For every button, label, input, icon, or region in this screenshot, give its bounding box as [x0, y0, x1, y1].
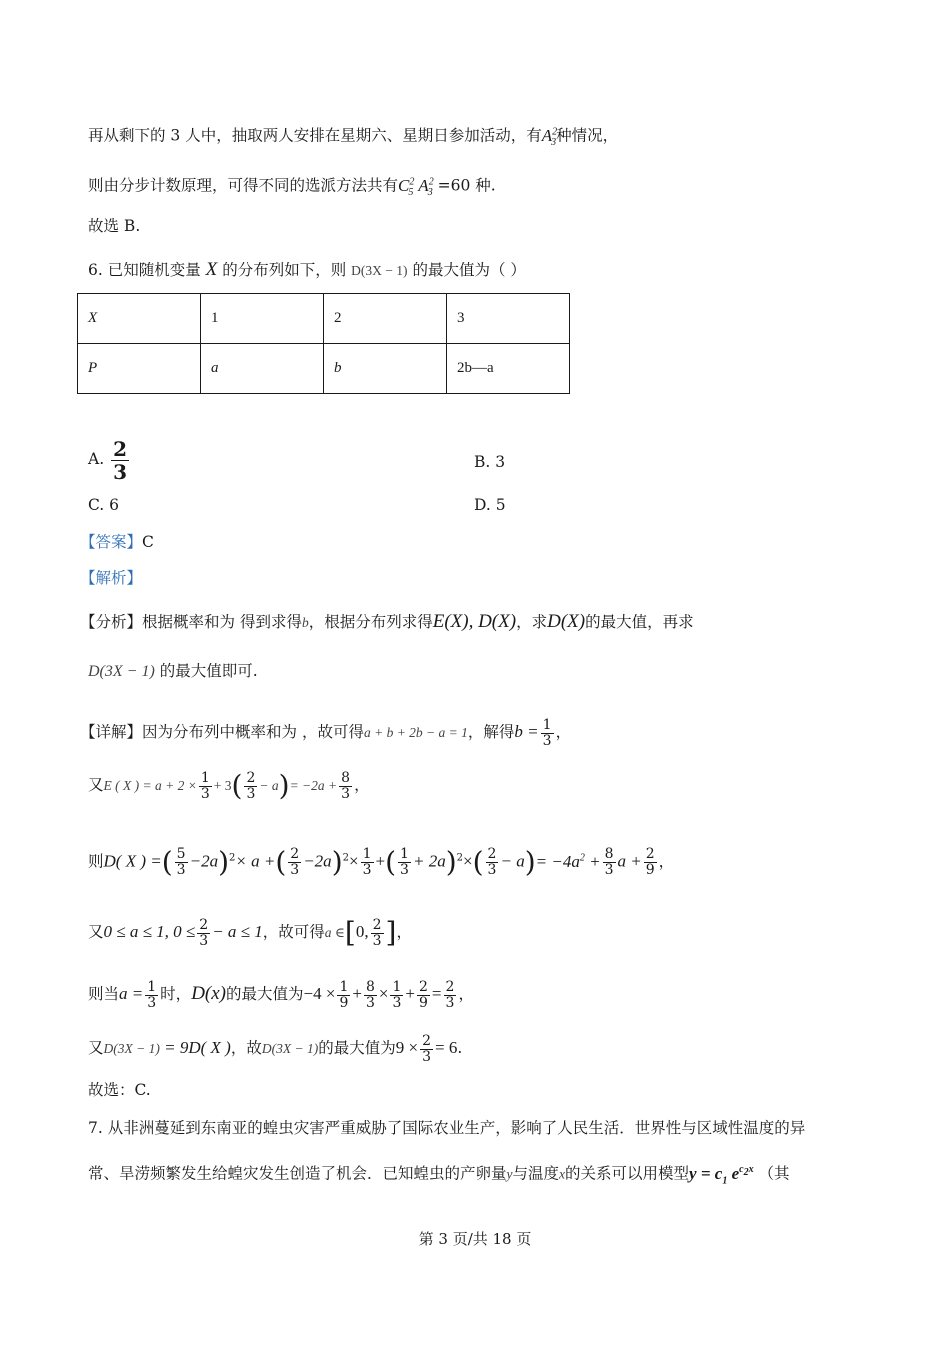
frac: $\frac{8}{3}$	[604, 846, 614, 879]
detail-text-4: 则	[88, 852, 104, 871]
text-line-1	[88, 120, 618, 155]
frac: $\frac{8}{3}$	[341, 769, 351, 802]
frac: $\frac{2}{3}$	[372, 916, 382, 949]
option-a-fraction: $\frac{2}{3}$	[113, 436, 127, 484]
var-b: b	[301, 615, 309, 630]
eq-range: 0 ≤ a ≤ 1, 0 ≤	[103, 922, 196, 941]
frac: $\frac{2}{3}$	[290, 846, 300, 879]
page-footer: 第 3 页/共 18 页	[418, 1230, 532, 1248]
table-cell: 3	[447, 294, 570, 344]
analysis-text-2: ，根据分布列求得	[308, 613, 433, 631]
expr-d3x1-analysis: D(3X − 1)	[88, 663, 155, 680]
question-7-line-2	[88, 1158, 790, 1193]
var-x-temp: x	[559, 1166, 566, 1182]
analysis-text-3: ，求	[516, 613, 548, 631]
question-7-line-1: 7. 从非洲蔓延到东南亚的蝗虫灾害严重威胁了国际农业生产，影响了人民生活．世界性与区域性温度的异	[88, 1119, 806, 1137]
detail-text-6: ，故可得	[262, 923, 325, 941]
eq-b-solution: b =	[514, 722, 539, 741]
option-a	[88, 436, 131, 483]
line-2-text: 则由分步计数原理，可得不同的选派方法共有	[88, 176, 399, 195]
expr-d3x1-final-2: D(3X − 1)	[261, 1041, 319, 1056]
detail-line-range: 又0 ≤ a ≤ 1, 0 ≤ $\frac{2}{3}$ − a ≤ 1，故可得a ∈[0, $\frac{2}{3}$ ]，	[88, 916, 412, 949]
detail-line-final: 又D(3X − 1) = 9D( X )，故D(3X − 1)的最大值为9 × $\frac{2}{3}$ = 6.	[88, 1032, 463, 1065]
detail-text-3: 又	[88, 776, 104, 794]
q7-text-d: （其	[758, 1164, 790, 1183]
frac: $\frac{1}{9}$	[339, 978, 349, 1011]
analysis-text-5: 的最大值即可.	[159, 662, 258, 680]
frac: $\frac{2}{3}$	[422, 1032, 431, 1065]
text-line-3: 故选 B.	[88, 217, 141, 235]
frac: $\frac{1}{3}$	[400, 846, 409, 879]
expr-d3x1: D(3X − 1)	[351, 263, 408, 278]
var-y: y	[506, 1166, 513, 1182]
eq-ex: E ( X ) = a + 2 ×	[103, 778, 197, 793]
answer-value: C	[142, 533, 154, 551]
q6-text-a: 6. 已知随机变量	[88, 261, 201, 279]
analysis-text-1: 根据概率和为 得到求得	[142, 613, 302, 631]
frac: $\frac{2}{9}$	[419, 978, 428, 1011]
expr-ex-dx: E(X), D(X)	[432, 611, 517, 632]
expr-dx: D(X)	[547, 611, 586, 632]
expr-d3x1-final: D(3X − 1)	[103, 1041, 160, 1056]
frac: $\frac{2}{9}$	[645, 846, 655, 879]
expr-dx-lower: D(x)	[191, 983, 226, 1004]
detail-line-max: 则当a = $\frac{1}{3}$ 时，D(x)的最大值为−4 × $\frac{1}{9}$ + $\frac{8}{3}$ × $\frac{1}{3}$ + $\frac{2}{9}$ = $\frac{2}{3}$ ，	[88, 978, 474, 1011]
table-row	[78, 294, 570, 344]
q7-text-a: 常、旱涝频繁发生给蝗灾发生创造了机会．已知蝗虫的产卵量	[88, 1164, 507, 1183]
frac-1-3: $\frac{1}{3}$	[542, 716, 552, 749]
frac: $\frac{8}{3}$	[365, 978, 375, 1011]
detail-line-dx: 则D( X ) =( $\frac{5}{3}$ −2a)$^2$× a +( $\frac{2}{3}$ −2a)$^2$× $\frac{1}{3}$ +( $\frac{1}{3}$ + 2a)$^2$×( $\frac{2}{3}$ − $a)= -4a^2$ + $\frac{8}{3}$ a + $\frac{2}{9}$ ，	[88, 845, 675, 879]
q6-text-b: 的分布列如下，则	[222, 261, 347, 279]
detail-line-1: 【详解】因为分布列中概率和为 ，故可得a + b + 2b − a = 1，解得b = $\frac{1}{3}$ ，	[80, 716, 572, 749]
q7-text-c: 的关系可以用模型	[565, 1164, 690, 1183]
analysis-heading	[80, 566, 142, 590]
distribution-table	[77, 293, 570, 394]
detail-label: 【详解】	[80, 723, 143, 741]
option-b: B. 3	[474, 453, 506, 471]
table-cell: 2	[324, 294, 447, 344]
eq-model: $y = c_1$ $e^{c_2x}$	[689, 1163, 754, 1187]
table-cell: 1	[201, 294, 324, 344]
line-1-end: 种情况，	[556, 126, 619, 145]
answer-tag: 【答案】	[80, 533, 143, 551]
analysis-label: 【分析】	[80, 613, 143, 631]
analysis-text-4: 的最大值，再求	[585, 613, 694, 631]
detail-text-10: 又	[88, 1039, 104, 1057]
table-cell: b	[324, 344, 447, 394]
detail-text-2: ，解得	[467, 723, 515, 741]
option-a-label: A.	[88, 450, 105, 468]
line-2-end: =60 种.	[437, 176, 496, 195]
answer-line	[80, 530, 154, 554]
detail-text-11: ，故	[230, 1039, 262, 1057]
detail-end: 故选：C.	[88, 1081, 151, 1099]
detail-text-7: 则当	[88, 985, 120, 1003]
analysis-line-1	[80, 610, 694, 635]
analysis-line-2	[88, 659, 258, 684]
table-cell: 2b—a	[447, 344, 570, 394]
option-d: D. 5	[474, 496, 506, 514]
q6-text-c: 的最大值为（ ）	[412, 261, 526, 279]
detail-text-9: 的最大值为	[226, 985, 304, 1003]
perm-a32: $A^2_3$	[418, 175, 434, 199]
frac: $\frac{2}{3}$	[445, 978, 455, 1011]
table-cell: P	[78, 344, 201, 394]
detail-text-1: 因为分布列中概率和为 ，故可得	[142, 723, 364, 741]
line-1-text: 再从剩下的 3 人中，抽取两人安排在星期六、星期日参加活动，有	[88, 126, 542, 145]
detail-line-ex: 又E ( X ) = a + 2 × $\frac{1}{3}$ + 3( $\frac{2}{3}$ − a)= −2a + $\frac{8}{3}$ ，	[88, 769, 370, 802]
table-row	[78, 344, 570, 394]
analysis-tag: 【解析】	[80, 569, 143, 587]
frac: $\frac{5}{3}$	[176, 846, 186, 879]
detail-text-5: 又	[88, 923, 104, 941]
question-6	[88, 258, 526, 283]
frac: $\frac{1}{3}$	[362, 846, 372, 879]
eq-dx: D( X ) =	[103, 851, 162, 871]
detail-text-12: 的最大值为	[318, 1039, 396, 1057]
frac: $\frac{2}{3}$	[487, 846, 497, 879]
frac: $\frac{2}{3}$	[199, 916, 209, 949]
detail-text-8: 时，	[160, 985, 192, 1003]
q7-text-b: 与温度	[512, 1164, 560, 1183]
text-line-2	[88, 170, 496, 205]
frac: $\frac{1}{3}$	[200, 769, 210, 802]
frac: $\frac{1}{3}$	[147, 978, 157, 1011]
var-x: X	[205, 259, 218, 280]
perm-a52: $A^2_3$	[541, 125, 558, 149]
frac: $\frac{1}{3}$	[392, 978, 402, 1011]
comb-c52: $C^2_5$	[398, 175, 415, 199]
frac: $\frac{2}{3}$	[246, 769, 256, 802]
table-cell: a	[201, 344, 324, 394]
option-c: C. 6	[88, 496, 120, 514]
table-cell: X	[78, 294, 201, 344]
eq-sum-prob: a + b + 2b − a = 1	[363, 725, 468, 740]
